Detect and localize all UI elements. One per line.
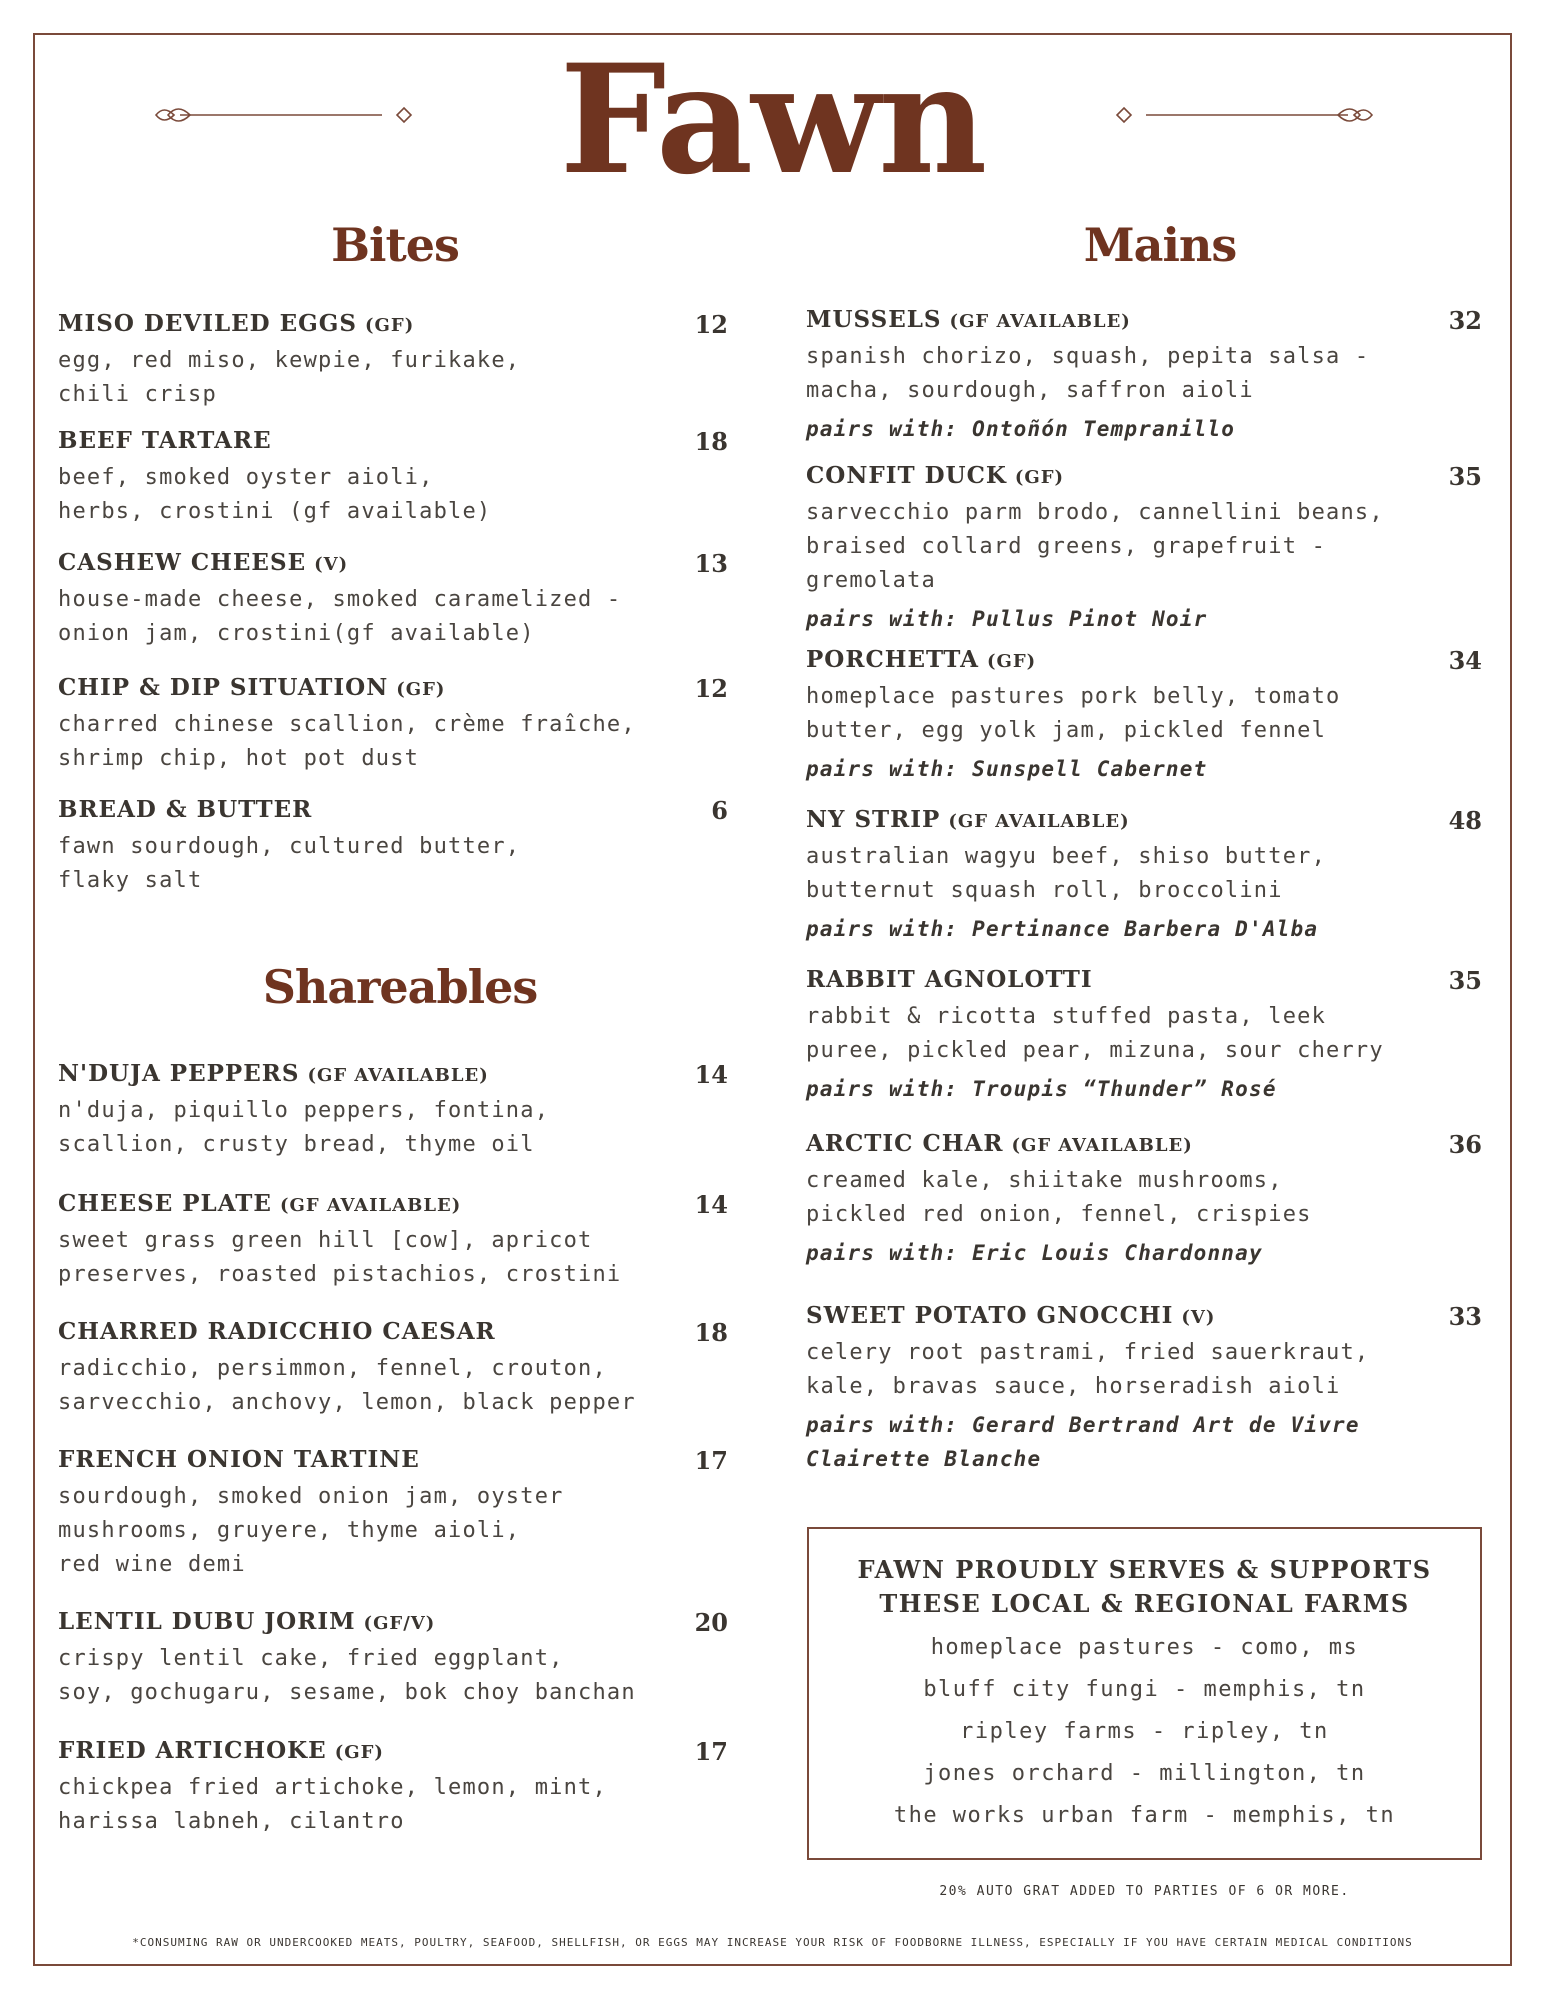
- item-description: egg, red miso, kewpie, furikake, chili crisp: [58, 348, 521, 407]
- item-name: CHEESE PLATE: [58, 1190, 272, 1217]
- item-name: LENTIL DUBU JORIM: [58, 1608, 356, 1635]
- item-price: 32: [1448, 306, 1482, 335]
- food-safety-disclaimer: *CONSUMING RAW OR UNDERCOOKED MEATS, POULTRY, SEAFOOD, SHELLFISH, OR EGGS MAY INCREASE YOUR RISK OF FOODBORNE ILLNESS, ESPECIALLY IF YOU HAVE CERTAIN MEDICAL CONDITIONS: [132, 1936, 1413, 1949]
- farm-item: the works urban farm - memphis, tn: [893, 1803, 1396, 1828]
- shareables-item: [58, 1060, 728, 1162]
- wine-pairing: pairs with: Pullus Pinot Noir: [806, 607, 1208, 631]
- item-price: 13: [694, 549, 728, 578]
- item-price: 14: [694, 1060, 728, 1089]
- item-tag: (GF AVAILABLE): [949, 311, 1131, 332]
- item-name: CONFIT DUCK: [806, 462, 1007, 489]
- wine-pairing: pairs with: Eric Louis Chardonnay: [806, 1241, 1263, 1265]
- auto-gratuity-note: 20% AUTO GRAT ADDED TO PARTIES OF 6 OR MORE.: [939, 1884, 1350, 1899]
- item-tag: (GF): [1014, 467, 1065, 488]
- item-price: 20: [694, 1608, 728, 1637]
- item-price: 36: [1448, 1130, 1482, 1159]
- item-price: 18: [694, 427, 728, 456]
- item-name: PORCHETTA: [806, 646, 980, 673]
- item-name: BEEF TARTARE: [58, 427, 272, 454]
- item-price: 6: [711, 796, 728, 825]
- item-name: CHIP & DIP SITUATION: [58, 674, 389, 701]
- restaurant-logo: Fawn: [559, 32, 986, 208]
- item-description: homeplace pastures pork belly, tomato butter, egg yolk jam, pickled fennel: [806, 684, 1341, 743]
- farm-item: homeplace pastures - como, ms: [930, 1635, 1359, 1660]
- item-name: MISO DEVILED EGGS: [58, 310, 358, 337]
- item-description: rabbit & ricotta stuffed pasta, leek puree, pickled pear, mizuna, sour cherry: [806, 1004, 1384, 1063]
- item-description: radicchio, persimmon, fennel, crouton, sarvecchio, anchovy, lemon, black pepper: [58, 1356, 636, 1415]
- local-farms-box: [807, 1527, 1482, 1860]
- item-tag: (GF AVAILABLE): [279, 1195, 462, 1216]
- farm-item: jones orchard - millington, tn: [923, 1761, 1366, 1786]
- farm-item: ripley farms - ripley, tn: [960, 1719, 1329, 1744]
- item-description: chickpea fried artichoke, lemon, mint, harissa labneh, cilantro: [58, 1775, 607, 1834]
- item-price: 35: [1448, 462, 1482, 491]
- shareables-heading: Shareables: [262, 960, 538, 1014]
- item-tag: (GF): [334, 1742, 384, 1763]
- farms-list: [809, 1627, 1480, 1837]
- shareables-item: [58, 1318, 728, 1420]
- item-name: FRENCH ONION TARTINE: [58, 1446, 420, 1473]
- item-price: 35: [1448, 966, 1482, 995]
- item-description: fawn sourdough, cultured butter, flaky salt: [58, 834, 521, 893]
- item-name: CHARRED RADICCHIO CAESAR: [58, 1318, 496, 1345]
- item-name: NY STRIP: [806, 806, 941, 833]
- item-name: MUSSELS: [806, 306, 942, 333]
- item-price: 12: [694, 310, 728, 339]
- item-tag: (V): [1181, 1307, 1216, 1328]
- item-description: house-made cheese, smoked caramelized - onion jam, crostini(gf available): [58, 587, 622, 646]
- item-name: N'DUJA PEPPERS: [58, 1060, 300, 1087]
- farm-item: bluff city fungi - memphis, tn: [923, 1677, 1366, 1702]
- item-tag: (GF AVAILABLE): [307, 1065, 489, 1086]
- item-name: SWEET POTATO GNOCCHI: [806, 1302, 1174, 1329]
- item-description: charred chinese scallion, crème fraîche, shrimp chip, hot pot dust: [58, 712, 636, 771]
- item-name: FRIED ARTICHOKE: [58, 1737, 327, 1764]
- shareables-item: [58, 1190, 728, 1292]
- item-description: creamed kale, shiitake mushrooms, pickled red onion, fennel, crispies: [806, 1168, 1312, 1227]
- wine-pairing: pairs with: Troupis “Thunder” Rosé: [806, 1077, 1277, 1101]
- item-tag: (GF): [987, 651, 1037, 672]
- bites-item: [58, 796, 728, 898]
- item-tag: (GF AVAILABLE): [948, 811, 1130, 832]
- mains-item: [806, 1302, 1482, 1476]
- wine-pairing: pairs with: Pertinance Barbera D'Alba: [806, 917, 1319, 941]
- bites-item: [58, 310, 728, 412]
- left-flourish-icon: [150, 100, 430, 130]
- item-description: sarvecchio parm brodo, cannellini beans, braised collard greens, grapefruit - gremolata: [806, 500, 1384, 593]
- item-price: 17: [694, 1446, 728, 1475]
- item-price: 12: [694, 674, 728, 703]
- item-tag: (GF): [365, 315, 415, 336]
- item-tag: (GF AVAILABLE): [1011, 1135, 1193, 1156]
- item-description: beef, smoked oyster aioli, herbs, crostini (gf available): [58, 465, 492, 524]
- wine-pairing: pairs with: Sunspell Cabernet: [806, 757, 1208, 781]
- item-description: spanish chorizo, squash, pepita salsa - macha, sourdough, saffron aioli: [806, 344, 1370, 403]
- bites-item: [58, 549, 728, 651]
- wine-pairing: pairs with: Ontoñón Tempranillo: [806, 417, 1236, 441]
- item-price: 14: [694, 1190, 728, 1219]
- mains-item: [806, 806, 1482, 946]
- item-price: 34: [1448, 646, 1482, 675]
- item-tag: (GF): [396, 679, 446, 700]
- mains-item: [806, 306, 1482, 446]
- shareables-item: [58, 1737, 728, 1839]
- item-description: n'duja, piquillo peppers, fontina, scallion, crusty bread, thyme oil: [58, 1098, 550, 1157]
- shareables-item: [58, 1608, 728, 1710]
- shareables-item: [58, 1446, 728, 1582]
- mains-heading: Mains: [1083, 218, 1237, 272]
- item-price: 33: [1448, 1302, 1482, 1331]
- wine-pairing: pairs with: Gerard Bertrand Art de Vivre Clairette Blanche: [806, 1413, 1360, 1471]
- item-tag: (V): [314, 554, 349, 575]
- farms-title: FAWN PROUDLY SERVES & SUPPORTS THESE LOCAL & REGIONAL FARMS: [857, 1555, 1432, 1618]
- item-description: sweet grass green hill [cow], apricot preserves, roasted pistachios, crostini: [58, 1228, 622, 1287]
- item-name: RABBIT AGNOLOTTI: [806, 966, 1093, 993]
- item-price: 18: [694, 1318, 728, 1347]
- item-description: celery root pastrami, fried sauerkraut, kale, bravas sauce, horseradish aioli: [806, 1340, 1370, 1399]
- item-description: sourdough, smoked onion jam, oyster mushrooms, gruyere, thyme aioli, red wine demi: [58, 1484, 564, 1577]
- item-price: 17: [694, 1737, 728, 1766]
- item-price: 48: [1448, 806, 1482, 835]
- bites-item: [58, 427, 728, 529]
- right-flourish-icon: [1098, 100, 1378, 130]
- item-name: ARCTIC CHAR: [806, 1130, 1004, 1157]
- mains-item: [806, 966, 1482, 1106]
- bites-heading: Bites: [331, 218, 459, 272]
- item-description: crispy lentil cake, fried eggplant, soy, gochugaru, sesame, bok choy banchan: [58, 1646, 636, 1705]
- bites-item: [58, 674, 728, 776]
- item-tag: (GF/V): [363, 1613, 436, 1634]
- mains-item: [806, 1130, 1482, 1270]
- mains-item: [806, 462, 1482, 636]
- mains-item: [806, 646, 1482, 786]
- item-name: BREAD & BUTTER: [58, 796, 313, 823]
- item-description: australian wagyu beef, shiso butter, butternut squash roll, broccolini: [806, 844, 1327, 903]
- item-name: CASHEW CHEESE: [58, 549, 307, 576]
